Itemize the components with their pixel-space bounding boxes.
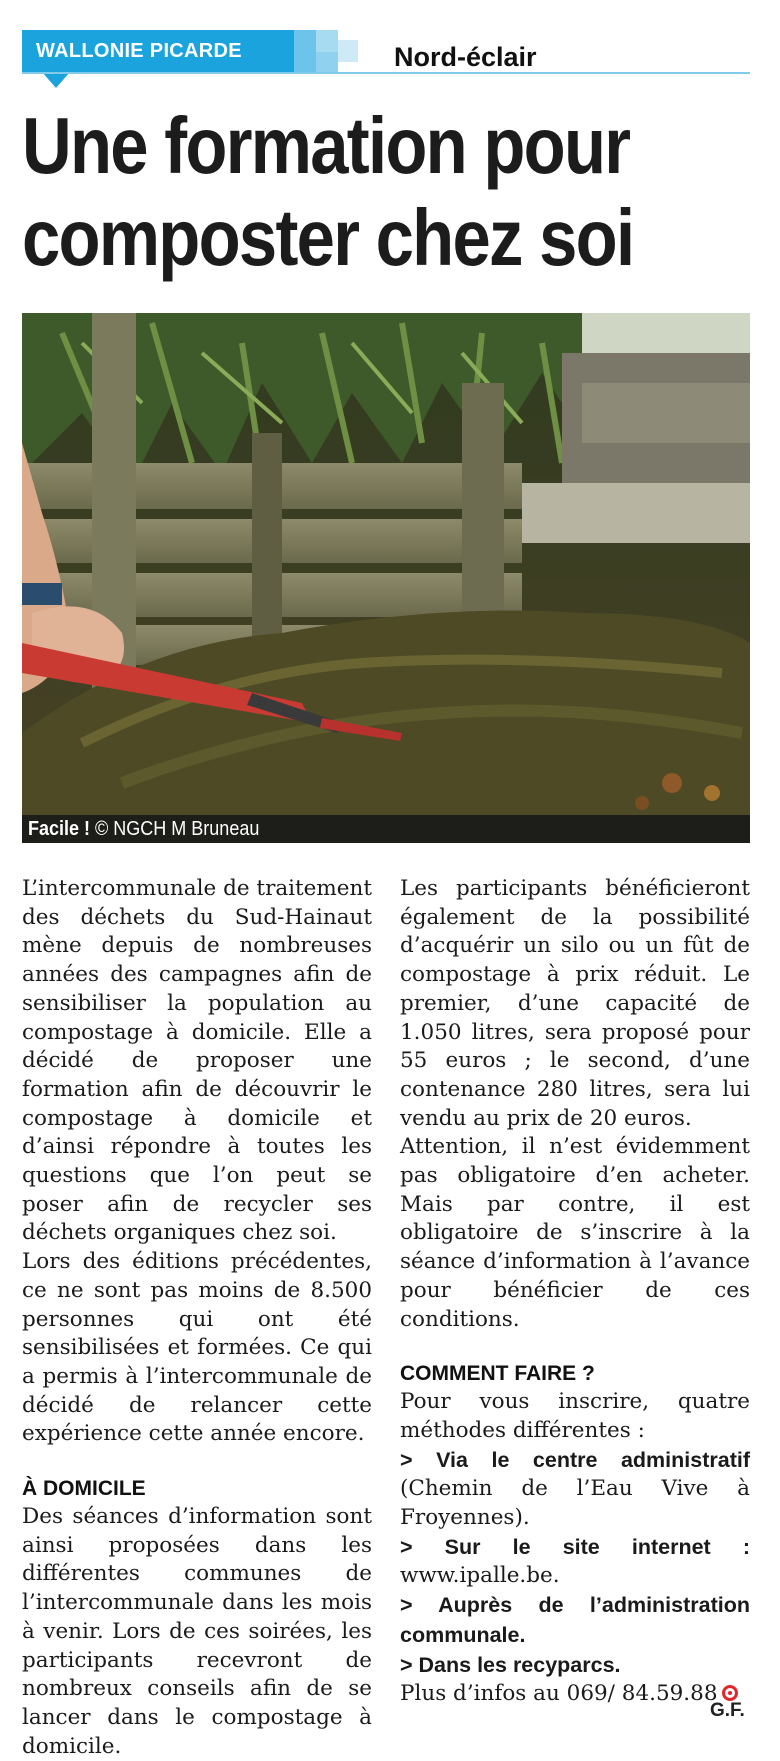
method-item bbox=[400, 1651, 750, 1681]
paragraph: L’intercommunale de traitement des déchets du Sud-Hainaut mène depuis de nombreuses années des campagnes afin de sensibiliser la population au compostage à domicile. Elle a décidé de proposer une formation afin de découvrir le compostage à domicile et d’ainsi répondre à toutes les questions que l’on peut se poser afin de recycler ses déchets organiques chez soi. bbox=[22, 876, 372, 1246]
author-signature: G.F. bbox=[710, 1700, 745, 1721]
caption-credit: © NGCH M Bruneau bbox=[95, 818, 260, 840]
paragraph: Les participants bénéficieront également de la possibilité d’acquérir un silo ou un fût de compostage à prix réduit. Le premier, d’une capacité de 1.050 litres, sera proposé pour 55 euros ; le second, d’une contenance 280 litres, sera lui vendu au prix de 20 euros. bbox=[400, 876, 750, 1131]
method-lead: > Auprès de l’administration communale. bbox=[400, 1593, 750, 1647]
photo-caption bbox=[28, 815, 259, 843]
end-of-article-icon bbox=[722, 1685, 738, 1701]
newspaper-brand: Nord-éclair bbox=[394, 42, 537, 72]
contact-line bbox=[400, 1680, 750, 1709]
compost-bin-image bbox=[22, 313, 750, 843]
paragraph: Des séances d’information sont ainsi proposées dans les différentes communes de l’intercommunale dans les mois à venir. Lors de ces soirées, les participants recevront de nombreux conseils afin de se lancer dans le compostage à domicile. bbox=[22, 1504, 372, 1759]
subheading-comment-faire: COMMENT FAIRE ? bbox=[400, 1362, 595, 1386]
article-column-right bbox=[400, 875, 750, 1709]
paragraph: Attention, il n’est évidemment pas obligatoire d’en acheter. Mais par contre, il est obligatoire de s’inscrire à la séance d’information à l’avance pour bénéficier de ces conditions. bbox=[400, 1134, 750, 1332]
method-detail: www.ipalle.be. bbox=[400, 1563, 560, 1589]
paragraph: Lors des éditions précédentes, ce ne sont pas moins de 8.500 personnes qui ont été sensibilisées et formées. Ce qui a permis à l’intercommunale de décidé de relancer cette expérience cette année encore. bbox=[22, 1249, 372, 1447]
paragraph: Pour vous inscrire, quatre méthodes différentes : bbox=[400, 1389, 750, 1443]
section-tag bbox=[22, 30, 294, 72]
section-label: WALLONIE PICARDE bbox=[36, 40, 242, 62]
method-item bbox=[400, 1533, 750, 1591]
method-item bbox=[400, 1446, 750, 1533]
method-detail: (Chemin de l’Eau Vive à Froyennes). bbox=[400, 1476, 750, 1531]
method-lead: > Via le centre administratif bbox=[400, 1447, 750, 1472]
headline-line-2: composter chez soi bbox=[22, 193, 634, 282]
subheading-a-domicile: À DOMICILE bbox=[22, 1477, 146, 1501]
headline bbox=[22, 100, 658, 284]
method-item bbox=[400, 1591, 750, 1650]
header-rule bbox=[22, 72, 750, 74]
section-tag-decoration bbox=[294, 30, 364, 72]
photo-caption-bar bbox=[22, 815, 750, 843]
method-lead: > Dans les recyparcs. bbox=[400, 1652, 621, 1677]
article-photo bbox=[22, 313, 750, 843]
article-column-left bbox=[22, 875, 372, 1761]
contact-text: Plus d’infos au 069/ 84.59.88 bbox=[400, 1681, 718, 1707]
method-lead: > Sur le site internet : bbox=[400, 1534, 750, 1559]
caption-title: Facile ! bbox=[28, 818, 91, 840]
headline-line-1: Une formation pour bbox=[22, 101, 630, 190]
